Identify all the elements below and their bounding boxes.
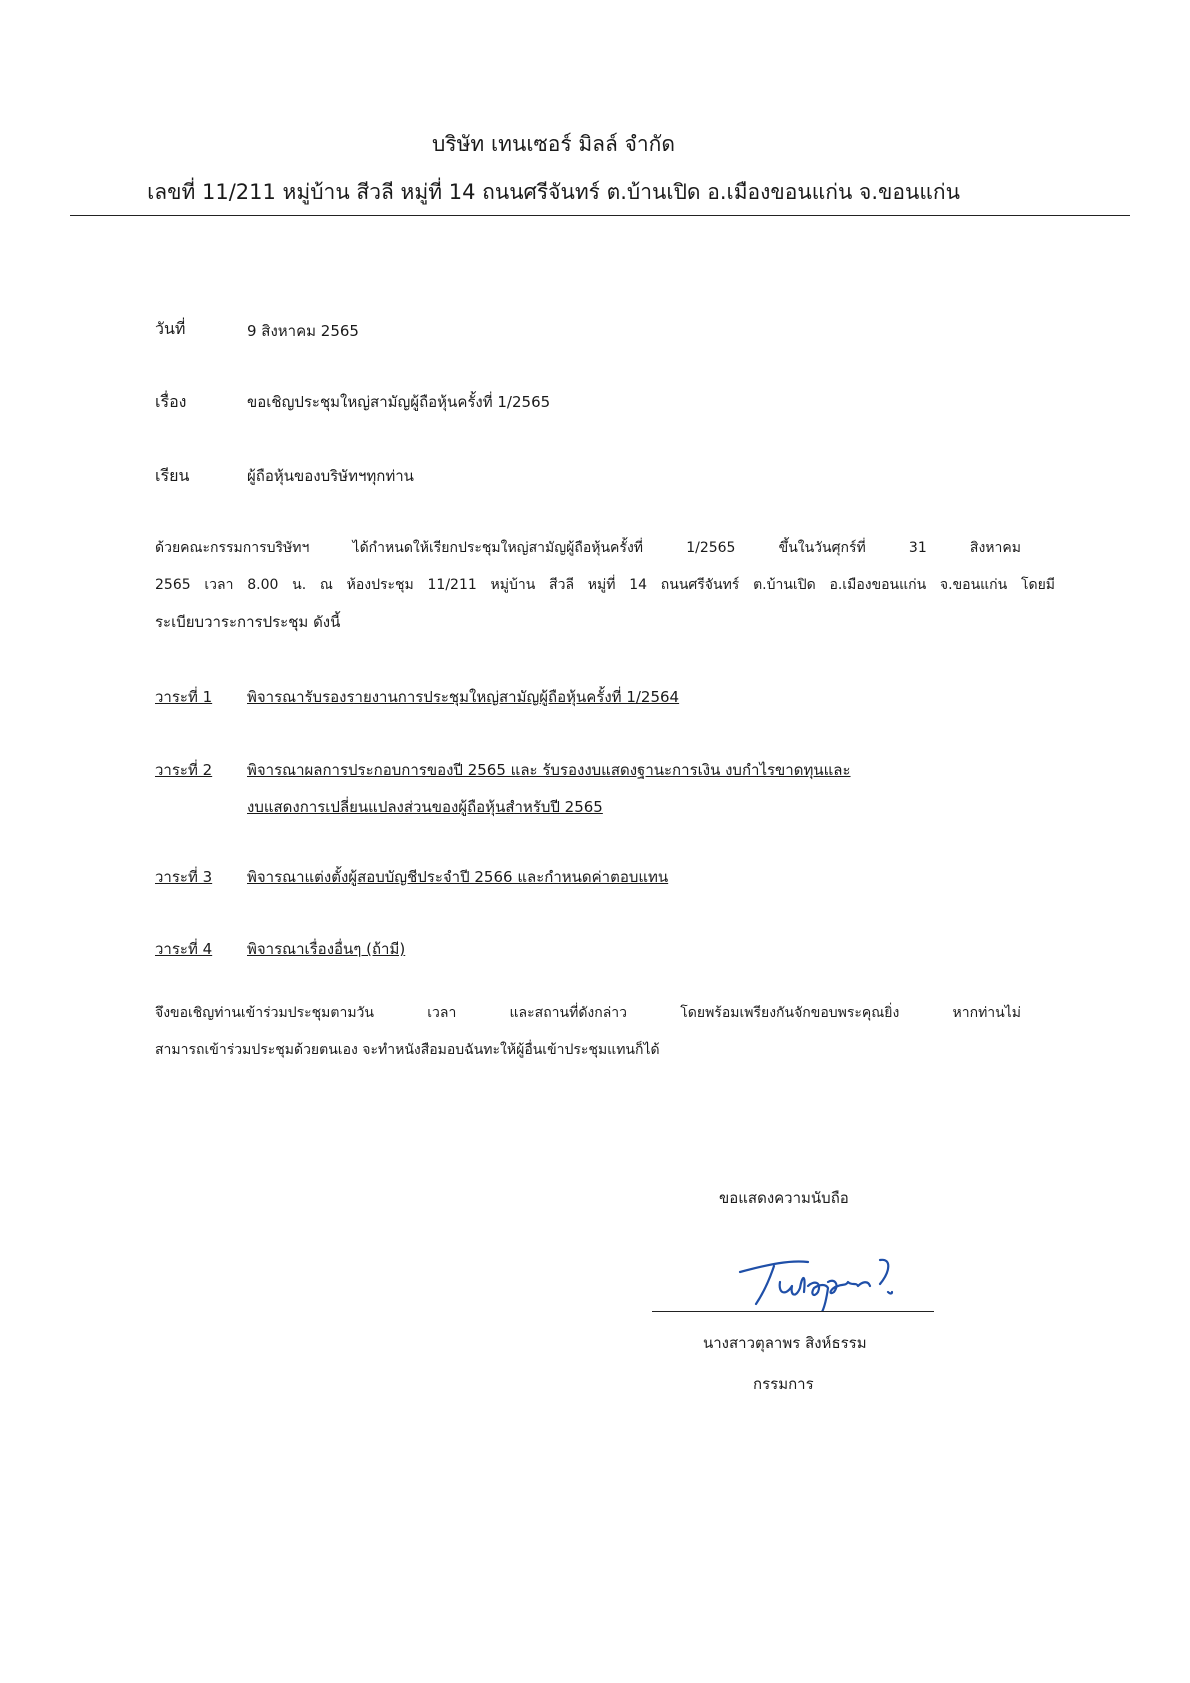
agenda-number: วาระที่ 1 xyxy=(155,688,213,706)
recipient-value: ผู้ถือหุ้นของบริษัทฯทุกท่าน xyxy=(247,467,414,485)
subject-label: เรื่อง xyxy=(155,392,187,411)
subject-value: ขอเชิญประชุมใหญ่สามัญผู้ถือหุ้นครั้งที่ 1/2565 xyxy=(247,393,551,411)
intro-paragraph xyxy=(155,530,1055,641)
agenda-number: วาระที่ 4 xyxy=(155,940,213,958)
intro-line-1: ด้วยคณะกรรมการบริษัทฯ ได้กำหนดให้เรียกประชุมใหญ่สามัญผู้ถือหุ้นครั้งที่ 1/2565 ขึ้นในวันศุกร์ที่ 31 สิงหาคม xyxy=(155,540,1021,556)
invitation-paragraph xyxy=(155,995,1055,1069)
signer-position: กรรมการ xyxy=(753,1375,814,1393)
date-label: วันที่ xyxy=(155,319,186,338)
signer-name: นางสาวตุลาพร สิงห์ธรรม xyxy=(703,1334,867,1352)
intro-line-2: 2565 เวลา 8.00 น. ณ ห้องประชุม 11/211 หมู่บ้าน สีวลี หมู่ที่ 14 ถนนศรีจันทร์ ต.บ้านเปิด อ.เมืองขอนแก่น จ.ขอนแก่น โดยมี xyxy=(155,577,1055,593)
intro-line-3: ระเบียบวาระการประชุม ดังนี้ xyxy=(155,613,341,631)
agenda-text: พิจารณาเรื่องอื่นๆ (ถ้ามี) xyxy=(247,940,406,958)
agenda-number: วาระที่ 2 xyxy=(155,761,213,779)
invitation-line-2: สามารถเข้าร่วมประชุมด้วยตนเอง จะทำหนังสือมอบฉันทะให้ผู้อื่นเข้าประชุมแทนก็ได้ xyxy=(155,1042,660,1058)
date-value: 9 สิงหาคม 2565 xyxy=(247,322,359,340)
invitation-line-1: จึงขอเชิญท่านเข้าร่วมประชุมตามวัน เวลา และสถานที่ดังกล่าว โดยพร้อมเพรียงกันจักขอบพระคุณยิ่ง หากท่านไม่ xyxy=(155,1005,1021,1021)
agenda-text: พิจารณารับรองรายงานการประชุมใหญ่สามัญผู้ถือหุ้นครั้งที่ 1/2564 xyxy=(247,688,680,706)
company-address: เลขที่ 11/211 หมู่บ้าน สีวลี หมู่ที่ 14 ถนนศรีจันทร์ ต.บ้านเปิด อ.เมืองขอนแก่น จ.ขอนแก่น xyxy=(147,180,960,204)
company-name: บริษัท เทนเซอร์ มิลล์ จำกัด xyxy=(431,132,676,156)
header-divider xyxy=(70,215,1130,216)
closing-regards: ขอแสดงความนับถือ xyxy=(719,1189,849,1207)
agenda-text: พิจารณาแต่งตั้งผู้สอบบัญชีประจำปี 2566 และกำหนดค่าตอบแทน xyxy=(247,868,669,886)
handwritten-signature xyxy=(730,1242,910,1312)
agenda-text-continued: งบแสดงการเปลี่ยนแปลงส่วนของผู้ถือหุ้นสำหรับปี 2565 xyxy=(247,798,603,816)
agenda-text: พิจารณาผลการประกอบการของปี 2565 และ รับรองงบแสดงฐานะการเงิน งบกำไรขาดทุนและ xyxy=(247,761,851,779)
signature-line xyxy=(652,1311,934,1312)
recipient-label: เรียน xyxy=(155,466,190,485)
agenda-number: วาระที่ 3 xyxy=(155,868,213,886)
